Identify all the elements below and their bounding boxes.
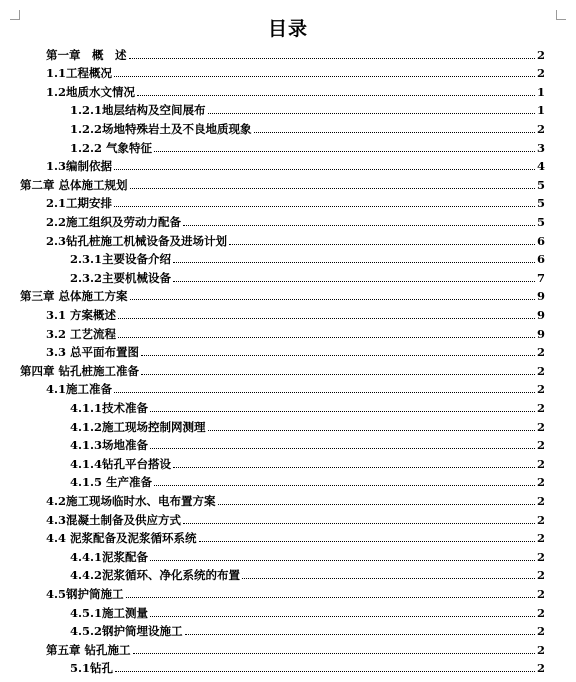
toc-entry[interactable] xyxy=(46,639,545,658)
toc-entry-page-number: 2 xyxy=(536,345,545,360)
toc-entry-title: 1.2.2场地特殊岩土及不良地质现象 xyxy=(70,121,252,136)
dot-leader xyxy=(115,671,535,672)
toc-entry-title: 2.1工期安排 xyxy=(46,196,113,211)
toc-entry[interactable] xyxy=(46,342,545,361)
toc-entry-page-number: 2 xyxy=(536,438,545,453)
toc-entry-title: 4.3混凝土制备及供应方式 xyxy=(46,512,182,527)
toc-entry-title: 4.5钢护筒施工 xyxy=(46,586,124,601)
dot-leader xyxy=(173,281,535,282)
toc-entry-page-number: 9 xyxy=(536,289,545,304)
toc-entry-title: 第一章 概 述 xyxy=(46,47,127,62)
toc-entry-page-number: 2 xyxy=(536,382,545,397)
toc-entry-title: 4.1.5 生产准备 xyxy=(70,475,153,490)
toc-entry-title: 1.2.2 气象特征 xyxy=(70,140,153,155)
toc-entry-title: 2.3.2主要机械设备 xyxy=(70,270,172,285)
toc-entry[interactable] xyxy=(70,546,545,565)
toc-entry[interactable] xyxy=(70,267,545,286)
dot-leader xyxy=(208,113,535,114)
toc-entry-page-number: 2 xyxy=(536,549,545,564)
toc-entry-page-number: 1 xyxy=(536,84,545,99)
dot-leader xyxy=(118,318,535,319)
dot-leader xyxy=(141,374,535,375)
dot-leader xyxy=(199,541,535,542)
toc-entry-title: 4.5.1施工测量 xyxy=(70,605,149,620)
toc-entry[interactable] xyxy=(70,100,545,119)
toc-entry-page-number: 2 xyxy=(536,493,545,508)
toc-entry[interactable] xyxy=(46,44,545,63)
toc-entry-page-number: 5 xyxy=(536,214,545,229)
dot-leader xyxy=(150,616,535,617)
dot-leader xyxy=(129,58,535,59)
dot-leader xyxy=(183,523,535,524)
toc-entry-title: 4.2施工现场临时水、电布置方案 xyxy=(46,493,216,508)
toc-entry-page-number: 2 xyxy=(536,363,545,378)
toc-entry-page-number: 2 xyxy=(536,456,545,471)
toc-entry-page-number: 4 xyxy=(536,159,545,174)
dot-leader xyxy=(229,244,535,245)
toc-entry[interactable] xyxy=(46,81,545,100)
dot-leader xyxy=(130,188,535,189)
toc-entry[interactable] xyxy=(20,360,545,379)
toc-entry-title: 4.1施工准备 xyxy=(46,382,113,397)
toc-entry-title: 4.4.2泥浆循环、净化系统的布置 xyxy=(70,568,241,583)
toc-entry-page-number: 2 xyxy=(536,661,545,676)
toc-entry-page-number: 2 xyxy=(536,586,545,601)
dot-leader xyxy=(150,411,535,412)
dot-leader xyxy=(130,299,535,300)
toc-entry-page-number: 7 xyxy=(536,270,545,285)
toc-entry-page-number: 9 xyxy=(536,307,545,322)
toc-entry-page-number: 6 xyxy=(536,252,545,267)
toc-entry[interactable] xyxy=(46,528,545,547)
toc-entry[interactable] xyxy=(46,230,545,249)
toc-entry-title: 1.2.1地层结构及空间展布 xyxy=(70,103,206,118)
dot-leader xyxy=(154,151,535,152)
toc-entry-page-number: 2 xyxy=(536,642,545,657)
dot-leader xyxy=(185,634,535,635)
toc-entry-page-number: 6 xyxy=(536,233,545,248)
toc-entry-title: 3.3 总平面布置图 xyxy=(46,345,140,360)
toc-entry[interactable] xyxy=(70,472,545,491)
toc-entry-title: 第五章 钻孔施工 xyxy=(46,642,131,657)
toc-entry[interactable] xyxy=(70,621,545,640)
toc-entry[interactable] xyxy=(46,63,545,82)
toc-entry-title: 5.1钻孔 xyxy=(70,661,114,676)
toc-entry[interactable] xyxy=(70,602,545,621)
dot-leader xyxy=(114,392,535,393)
toc-entry[interactable] xyxy=(70,435,545,454)
toc-entry-title: 第二章 总体施工规划 xyxy=(20,177,128,192)
toc-entry-title: 4.1.4钻孔平台搭设 xyxy=(70,456,172,471)
toc-entry-page-number: 1 xyxy=(536,103,545,118)
toc-entry-page-number: 2 xyxy=(536,624,545,639)
dot-leader xyxy=(150,448,535,449)
toc-entry-title: 1.2地质水文情况 xyxy=(46,84,136,99)
dot-leader xyxy=(137,95,535,96)
toc-entry-title: 4.5.2钢护筒埋设施工 xyxy=(70,624,183,639)
page-title: 目录 xyxy=(267,18,308,40)
toc-entry[interactable] xyxy=(70,137,545,156)
dot-leader xyxy=(118,337,535,338)
toc-entry-page-number: 2 xyxy=(536,66,545,81)
toc-entry-title: 4.4 泥浆配备及泥浆循环系统 xyxy=(46,531,197,546)
toc-entry-page-number: 2 xyxy=(536,400,545,415)
toc-entry-title: 4.1.2施工现场控制网测理 xyxy=(70,419,206,434)
dot-leader xyxy=(141,355,535,356)
dot-leader xyxy=(183,225,535,226)
toc-entry[interactable] xyxy=(70,249,545,268)
toc-entry-title: 1.1工程概况 xyxy=(46,66,113,81)
toc-entry[interactable] xyxy=(70,397,545,416)
toc-entry-page-number: 2 xyxy=(536,605,545,620)
toc-entry[interactable] xyxy=(46,304,545,323)
dot-leader xyxy=(126,597,535,598)
toc-entry-page-number: 2 xyxy=(536,47,545,62)
toc-entry-page-number: 2 xyxy=(536,531,545,546)
toc-entry-title: 4.1.1技术准备 xyxy=(70,400,149,415)
toc-entry[interactable] xyxy=(46,193,545,212)
dot-leader xyxy=(218,504,535,505)
toc-entry-page-number: 2 xyxy=(536,512,545,527)
toc-entry[interactable] xyxy=(46,211,545,230)
toc-entry[interactable] xyxy=(46,583,545,602)
toc-entry[interactable] xyxy=(70,658,545,677)
toc-entry-title: 2.2施工组织及劳动力配备 xyxy=(46,214,182,229)
dot-leader xyxy=(173,467,535,468)
toc-entry-title: 2.3.1主要设备介绍 xyxy=(70,252,172,267)
toc-entry-title: 2.3钻孔桩施工机械设备及进场计划 xyxy=(46,233,228,248)
toc-entry-title: 第四章 钻孔桩施工准备 xyxy=(20,363,140,378)
toc-entry[interactable] xyxy=(46,323,545,342)
toc-entry[interactable] xyxy=(70,118,545,137)
toc-entry-title: 第三章 总体施工方案 xyxy=(20,289,128,304)
toc-entry-page-number: 5 xyxy=(536,177,545,192)
dot-leader xyxy=(154,485,535,486)
toc-entry[interactable] xyxy=(20,286,545,305)
toc-entry[interactable] xyxy=(70,416,545,435)
dot-leader xyxy=(254,132,535,133)
toc-entry-title: 4.1.3场地准备 xyxy=(70,438,149,453)
toc-entry[interactable] xyxy=(70,565,545,584)
toc-entry-page-number: 2 xyxy=(536,475,545,490)
toc-entry[interactable] xyxy=(70,453,545,472)
toc-entry[interactable] xyxy=(46,379,545,398)
dot-leader xyxy=(133,653,535,654)
dot-leader xyxy=(150,560,535,561)
toc-entry-page-number: 5 xyxy=(536,196,545,211)
dot-leader xyxy=(242,578,535,579)
dot-leader xyxy=(173,262,535,263)
toc-entry-page-number: 2 xyxy=(536,568,545,583)
toc-entry-page-number: 2 xyxy=(536,121,545,136)
toc-entry-title: 3.1 方案概述 xyxy=(46,307,117,322)
dot-leader xyxy=(114,206,535,207)
toc-entry-page-number: 3 xyxy=(536,140,545,155)
dot-leader xyxy=(208,430,535,431)
toc-entry-title: 3.2 工艺流程 xyxy=(46,326,117,341)
toc-entry[interactable] xyxy=(46,490,545,509)
toc-entry[interactable] xyxy=(46,509,545,528)
toc-entry[interactable] xyxy=(46,156,545,175)
toc-entry-title: 4.4.1泥浆配备 xyxy=(70,549,149,564)
dot-leader xyxy=(114,76,535,77)
toc-entry-page-number: 2 xyxy=(536,419,545,434)
toc-entry-title: 1.3编制依据 xyxy=(46,159,113,174)
toc-entry-page-number: 9 xyxy=(536,326,545,341)
toc-entry[interactable] xyxy=(20,174,545,193)
dot-leader xyxy=(114,169,535,170)
